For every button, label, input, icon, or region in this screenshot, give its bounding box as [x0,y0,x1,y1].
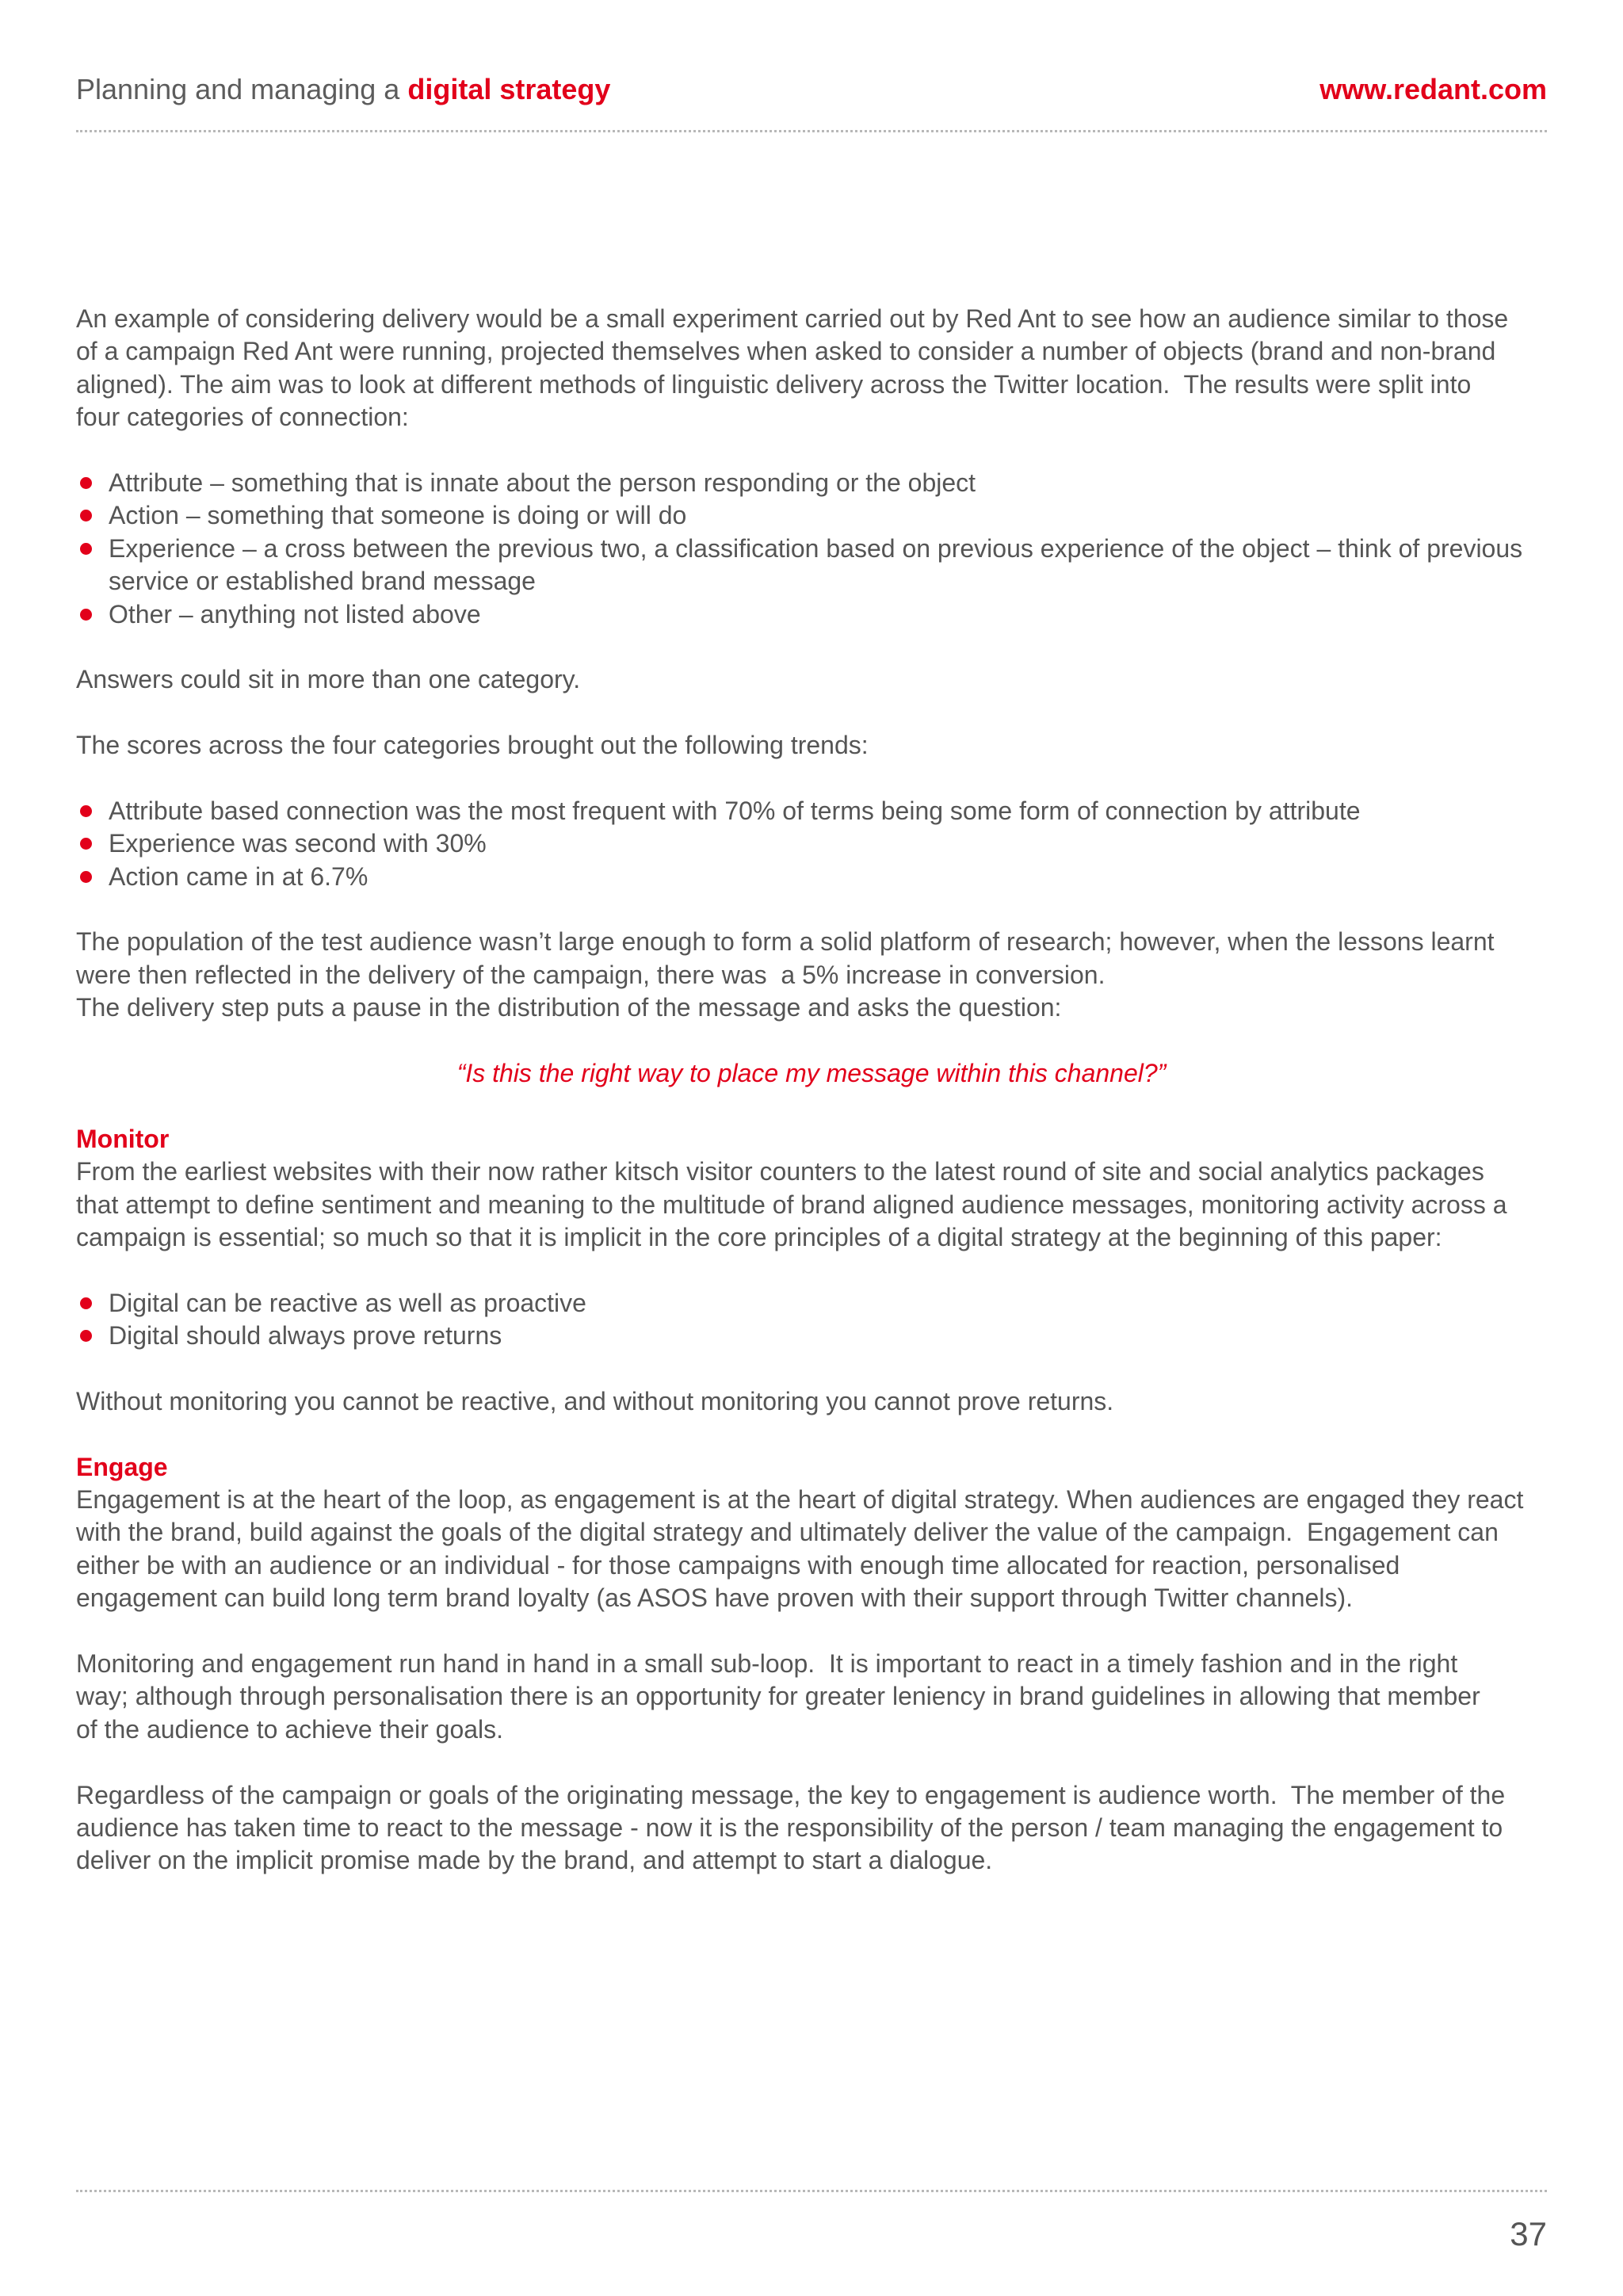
bullet-text: Action – something that someone is doing or will do [109,501,687,530]
document-title [76,71,610,108]
bullet-dot-icon [80,838,92,850]
trends-intro [76,729,1547,762]
bullet-text: Other – anything not listed above [109,599,481,628]
footer-divider [76,2190,1547,2192]
monitor-principles-list [76,1287,1547,1353]
paragraph-line: four categories of connection: [76,403,409,432]
monitor-intro [76,1123,1547,1255]
bullet-text: Attribute based connection was the most frequent with 70% of terms being some form of connection by attribute [109,796,1361,825]
trends-list [76,795,1547,893]
bullet-text: Attribute – something that is innate about the person responding or the object [109,468,976,497]
paragraph-line: From the earliest websites with their now rather kitsch visitor counters to the latest round of site and social analytics packages [76,1157,1484,1186]
bullet-dot-icon [80,477,92,489]
paragraph-line: An example of considering delivery would be a small experiment carried out by Red Ant to see how an audience similar to those [76,304,1509,333]
paragraph-line: with the brand, build against the goals of the digital strategy and ultimately deliver the value of the campaign. Engagement can [76,1518,1499,1547]
question-quote [76,1057,1547,1090]
bullet-item [76,861,1547,893]
paragraph-line: of a campaign Red Ant were running, projected themselves when asked to consider a number of objects (brand and non-brand [76,337,1496,366]
bullet-dot-icon [80,1330,92,1342]
bullet-item [76,467,1547,499]
bullet-dot-icon [80,543,92,555]
paragraph-line: of the audience to achieve their goals. [76,1714,504,1744]
section-heading-monitor: Monitor [76,1124,170,1153]
bullet-item [76,1320,1547,1352]
bullet-item [76,533,1547,598]
intro-paragraph [76,303,1547,434]
engage-paragraph [76,1451,1547,1615]
paragraph-line: Without monitoring you cannot be reactive, and without monitoring you cannot prove returns. [76,1386,1114,1415]
title-emphasis: digital strategy [407,73,611,105]
bullet-text: service or established brand message [109,567,536,596]
bullet-text: Digital should always prove returns [109,1321,502,1350]
engage-paragraph [76,1648,1547,1746]
bullet-dot-icon [80,510,92,521]
paragraph-line: The delivery step puts a pause in the distribution of the message and asks the question: [76,993,1062,1022]
connection-categories-list [76,467,1547,631]
page-body [76,303,1547,1878]
paragraph-line: audience has taken time to react to the message - now it is the responsibility of the person / team managing the engagement to [76,1813,1503,1842]
bullet-dot-icon [80,1297,92,1309]
paragraph-line: Answers could sit in more than one category. [76,665,581,694]
paragraph-line: campaign is essential; so much so that it is implicit in the core principles of a digital strategy at the beginning of this paper: [76,1222,1442,1251]
paragraph-line: The population of the test audience wasn’t large enough to form a solid platform of research; however, when the lessons learnt [76,927,1495,957]
bullet-text: Action came in at 6.7% [109,861,369,891]
bullet-text: Experience was second with 30% [109,829,487,858]
bullet-item [76,1287,1547,1320]
bullet-dot-icon [80,805,92,817]
page-number: 37 [1510,2215,1547,2252]
paragraph-line: Engagement is at the heart of the loop, as engagement is at the heart of digital strategy. When audiences are engaged they react [76,1485,1524,1515]
engage-section [76,1451,1547,1878]
paragraph-line: that attempt to define sentiment and meaning to the multitude of brand aligned audience messages, monitoring activity across a [76,1190,1507,1219]
bullet-dot-icon [80,871,92,883]
title-prefix: Planning and managing a [76,73,400,105]
multi-category-note [76,663,1547,696]
bullet-item [76,795,1547,827]
pull-quote: “Is this the right way to place my message within this channel?” [456,1058,1167,1087]
paragraph-line: engagement can build long term brand loyalty (as ASOS have proven with their support through Twitter channels). [76,1584,1353,1613]
paragraph-line: deliver on the implicit promise made by the brand, and attempt to start a dialogue. [76,1846,993,1875]
page-header [76,71,1547,108]
paragraph-line: were then reflected in the delivery of the campaign, there was a 5% increase in conversion. [76,960,1106,989]
bullet-dot-icon [80,609,92,621]
monitor-conclusion [76,1385,1547,1418]
engage-paragraph [76,1779,1547,1878]
bullet-item [76,499,1547,532]
paragraph-line: Regardless of the campaign or goals of the originating message, the key to engagement is audience worth. The member of the [76,1780,1506,1809]
bullet-item [76,827,1547,860]
paragraph-line: aligned). The aim was to look at different methods of linguistic delivery across the Twitter location. The results were split into [76,369,1472,399]
results-paragraph [76,926,1547,1024]
bullet-item [76,598,1547,631]
paragraph-line: The scores across the four categories brought out the following trends: [76,731,869,760]
header-divider [76,130,1547,132]
paragraph-line: Monitoring and engagement run hand in hand in a small sub-loop. It is important to react in a timely fashion and in the right [76,1649,1458,1679]
paragraph-line: either be with an audience or an individual - for those campaigns with enough time allocated for reaction, personalised [76,1550,1400,1580]
website-link[interactable]: www.redant.com [1319,73,1547,105]
paragraph-line: way; although through personalisation there is an opportunity for greater leniency in brand guidelines in allowing that member [76,1682,1480,1711]
section-heading-engage: Engage [76,1452,168,1481]
bullet-text: Experience – a cross between the previous two, a classification based on previous experience of the object – think of previous [109,533,1523,563]
monitor-section [76,1123,1547,1419]
bullet-text: Digital can be reactive as well as proactive [109,1288,586,1317]
